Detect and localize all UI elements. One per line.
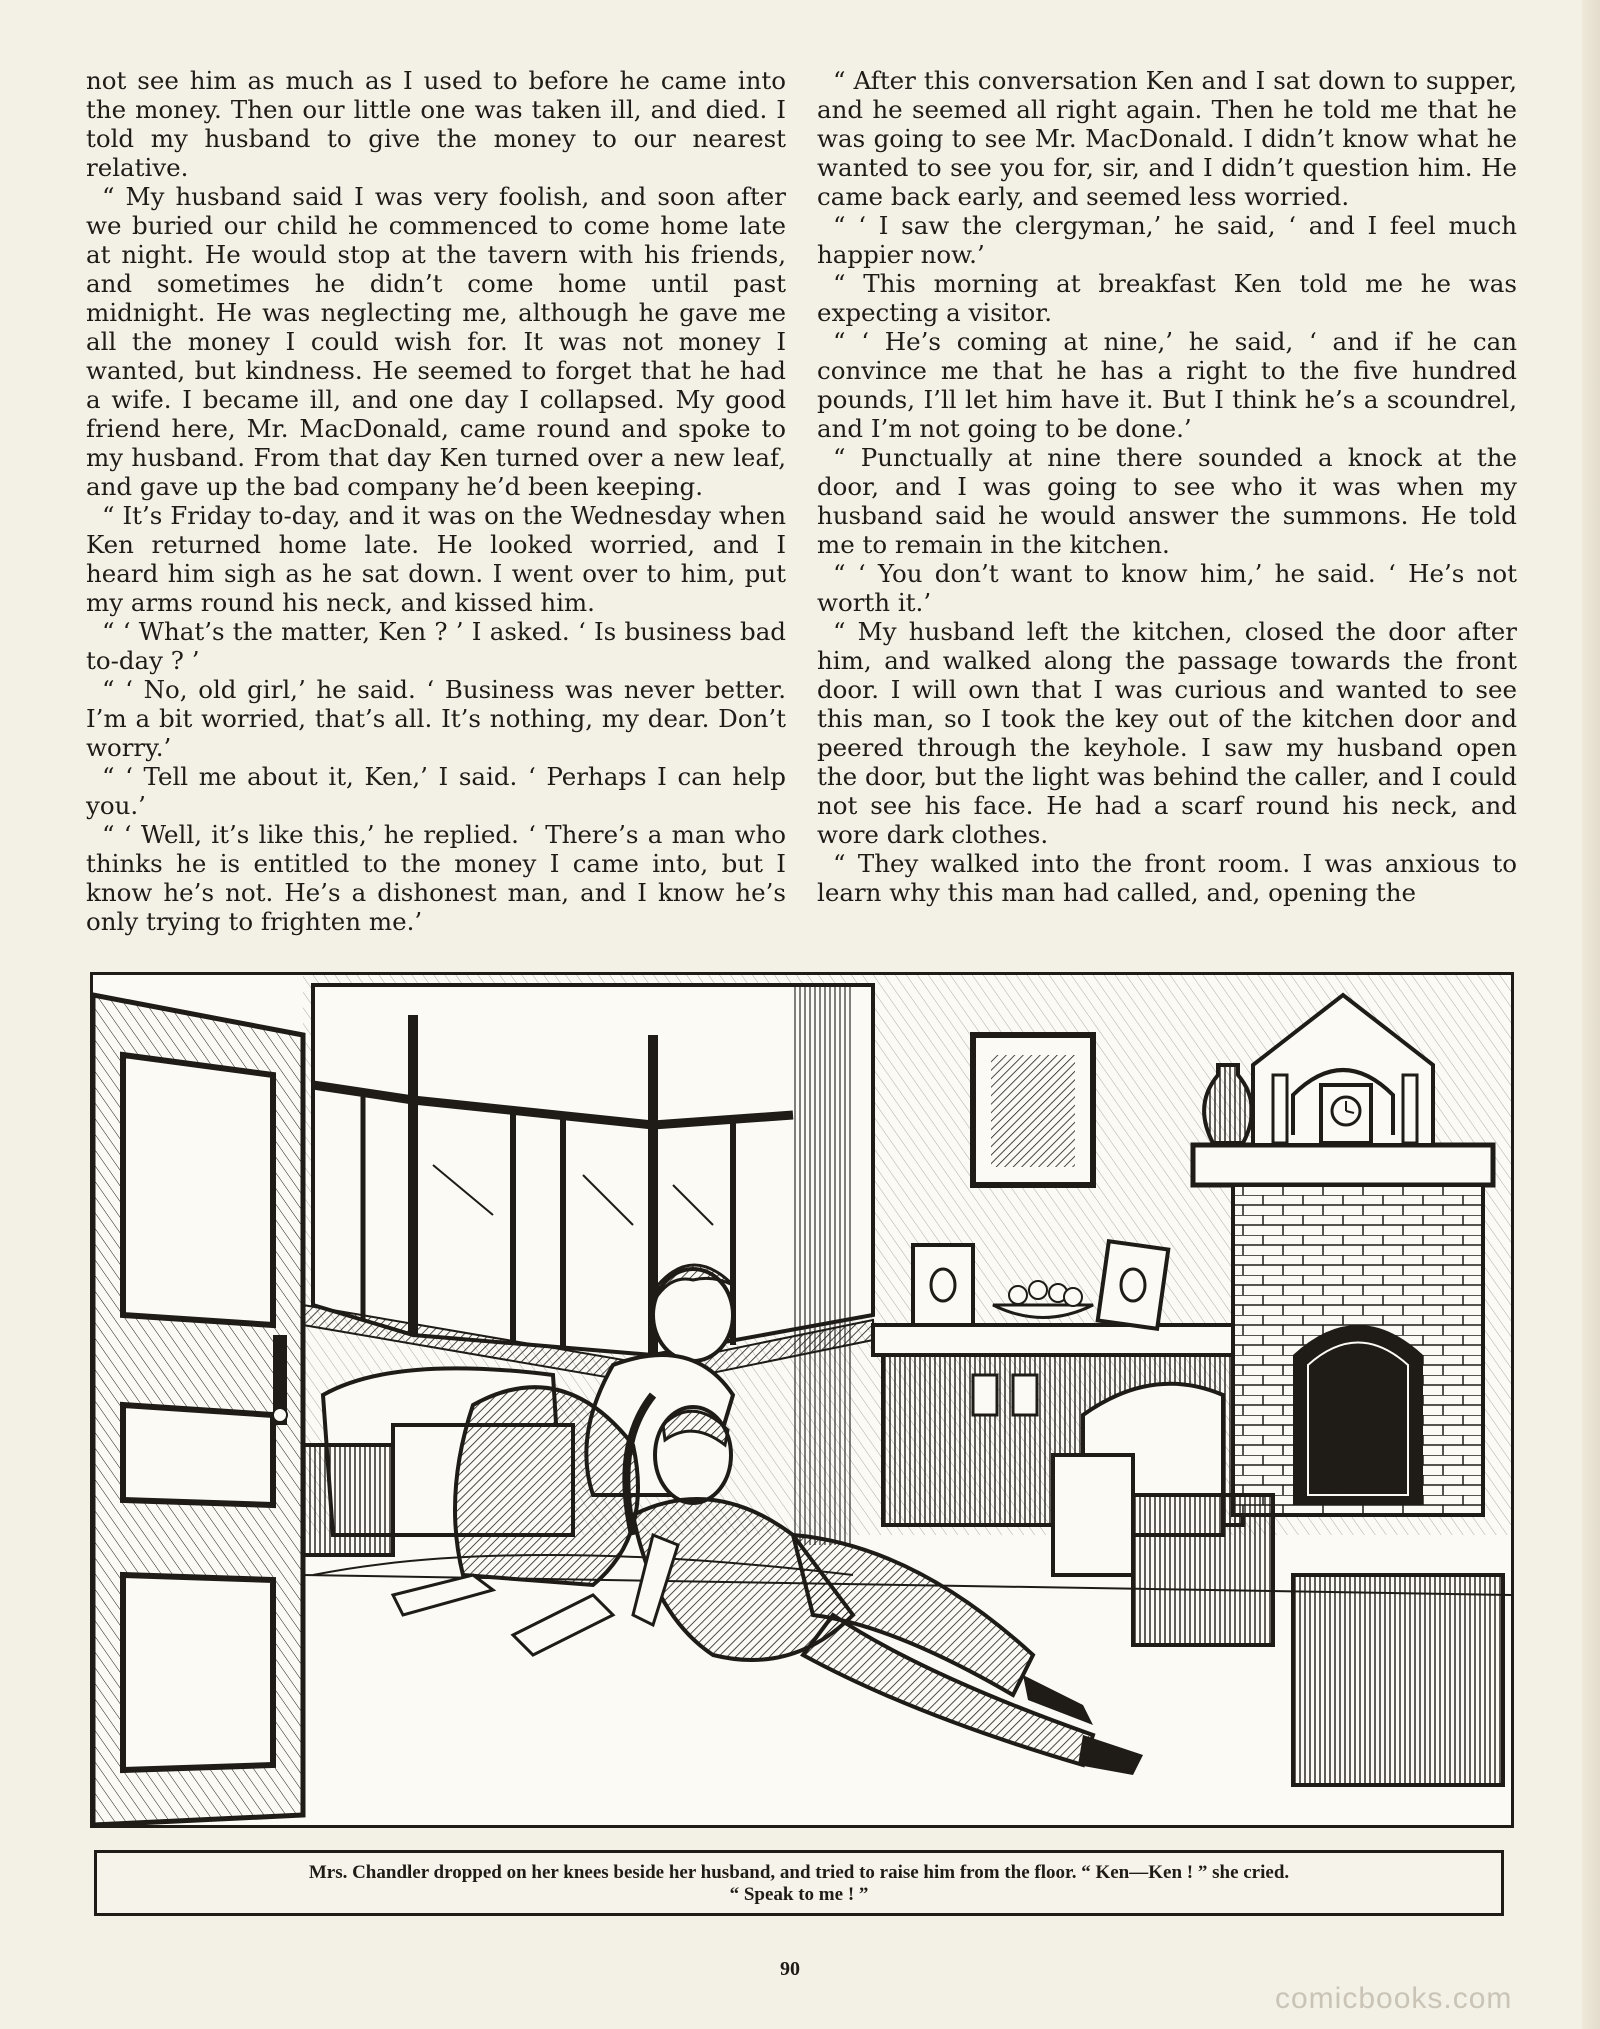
page-number: 90: [780, 1958, 800, 1980]
paragraph: “ They walked into the front room. I was anxious to learn why this man had called, and, opening the: [817, 849, 1517, 907]
page-edge: [1582, 0, 1600, 2029]
paragraph: “ This morning at breakfast Ken told me he was expecting a visitor.: [817, 269, 1517, 327]
paragraph: “ ‘ I saw the clergyman,’ he said, ‘ and I feel much happier now.’: [817, 211, 1517, 269]
paragraph: “ After this conversation Ken and I sat down to supper, and he seemed all right again. Then he told me that he was going to see Mr. MacDonald. I didn’t know what he wanted to see you for, sir, and I didn’t question him. He came back early, and seemed less worried.: [817, 66, 1517, 211]
paragraph: “ My husband left the kitchen, closed the door after him, and walked along the passage towards the front door. I will own that I was curious and wanted to see this man, so I took the key out of the kitchen door and peered through the keyhole. I saw my husband open the door, but the light was behind the caller, and I could not see his face. He had a scarf round his neck, and wore dark clothes.: [817, 617, 1517, 849]
paragraph: “ ‘ You don’t want to know him,’ he said. ‘ He’s not worth it.’: [817, 559, 1517, 617]
paragraph: “ ‘ Tell me about it, Ken,’ I said. ‘ Perhaps I can help you.’: [86, 762, 786, 820]
paragraph: “ ‘ He’s coming at nine,’ he said, ‘ and if he can convince me that he has a right to the five hundred pounds, I’ll let him have it. But I think he’s a scoundrel, and I’m not going to be done.’: [817, 327, 1517, 443]
caption-line: Mrs. Chandler dropped on her knees beside her husband, and tried to raise him from the floor. “ Ken—Ken ! ” she cried.: [308, 1862, 1290, 1883]
right-text-column: [817, 66, 1517, 907]
paragraph: “ ‘ No, old girl,’ he said. ‘ Business was never better. I’m a bit worried, that’s all. It’s nothing, my dear. Don’t worry.’: [86, 675, 786, 762]
paragraph: “ Punctually at nine there sounded a knock at the door, and I was going to see who it was when my husband said he would answer the summons. He told me to remain in the kitchen.: [817, 443, 1517, 559]
paragraph: “ ‘ Well, it’s like this,’ he replied. ‘ There’s a man who thinks he is entitled to the money I came into, but I know he’s not. He’s a dishonest man, and I know he’s only trying to frighten me.’: [86, 820, 786, 936]
bay-window: [303, 985, 873, 1385]
illustration-caption: [94, 1850, 1504, 1916]
left-text-column: [86, 66, 786, 936]
paragraph: not see him as much as I used to before he came into the money. Then our little one was taken ill, and died. I told my husband to give the money to our nearest relative.: [86, 66, 786, 182]
room-scene: [93, 975, 1511, 1825]
watermark: comicbooks.com: [1275, 1982, 1513, 2015]
paragraph: “ ‘ What’s the matter, Ken ? ’ I asked. ‘ Is business bad to-day ? ’: [86, 617, 786, 675]
open-door: [93, 995, 303, 1825]
clock-icon: [1321, 1085, 1371, 1143]
paragraph: “ It’s Friday to-day, and it was on the Wednesday when Ken returned home late. He looked worried, and I heard him sigh as he sat down. I went over to him, put my arms round his neck, and kissed him.: [86, 501, 786, 617]
wall-picture: [973, 1035, 1093, 1185]
caption-line: “ Speak to me ! ”: [729, 1884, 869, 1905]
story-illustration: [90, 972, 1514, 1828]
paragraph: “ My husband said I was very foolish, and soon after we buried our child he commenced to come home late at night. He would stop at the tavern with his friends, and sometimes he didn’t come home until past midnight. He was neglecting me, although he gave me all the money I could wish for. It was not money I wanted, but kindness. He seemed to forget that he had a wife. I became ill, and one day I collapsed. My good friend here, Mr. MacDonald, came round and spoke to my husband. From that day Ken turned over a new leaf, and gave up the bad company he’d been keeping.: [86, 182, 786, 501]
